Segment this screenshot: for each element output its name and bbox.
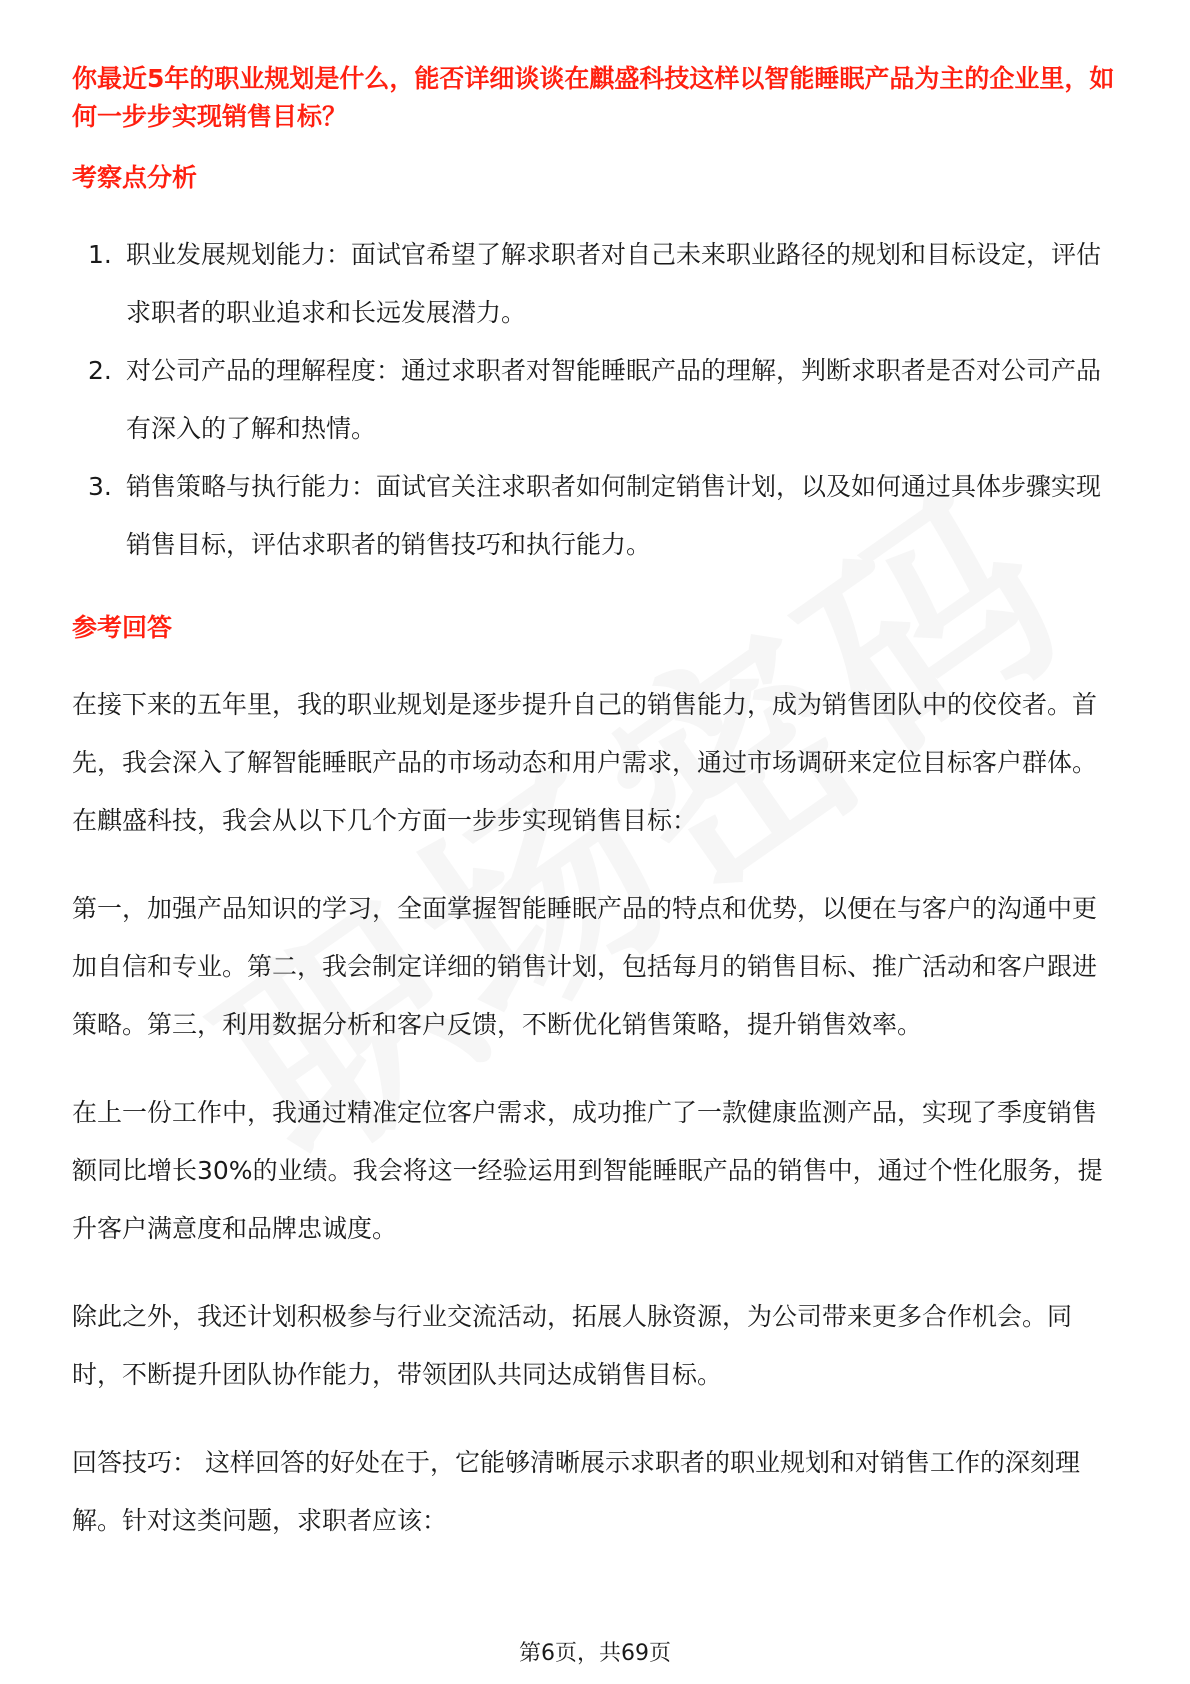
analysis-item: [72, 342, 1118, 458]
answer-paragraph: 除此之外，我还计划积极参与行业交流活动，拓展人脉资源，为公司带来更多合作机会。同时，不断提升团队协作能力，带领团队共同达成销售目标。: [72, 1302, 1073, 1389]
analysis-list: [72, 226, 1118, 574]
analysis-item-text: 职业发展规划能力：面试官希望了解求职者对自己未来职业路径的规划和目标设定，评估求职者的职业追求和长远发展潜力。: [126, 240, 1102, 327]
answer-paragraph: 在上一份工作中，我通过精准定位客户需求，成功推广了一款健康监测产品，实现了季度销售额同比增长30%的业绩。我会将这一经验运用到智能睡眠产品的销售中，通过个性化服务，提升客户满意度和品牌忠诚度。: [72, 1098, 1103, 1243]
analysis-item-text: 对公司产品的理解程度：通过求职者对智能睡眠产品的理解，判断求职者是否对公司产品有深入的了解和热情。: [126, 356, 1102, 443]
document-page: [72, 60, 1118, 1580]
analysis-item-number: 2.: [88, 356, 112, 385]
analysis-item-number: 3.: [88, 472, 112, 501]
answer-tips-paragraph: 回答技巧： 这样回答的好处在于，它能够清晰展示求职者的职业规划和对销售工作的深刻理解。针对这类问题，求职者应该：: [72, 1448, 1080, 1535]
analysis-item: [72, 458, 1118, 574]
answer-paragraph: 在接下来的五年里，我的职业规划是逐步提升自己的销售能力，成为销售团队中的佼佼者。首先，我会深入了解智能睡眠产品的市场动态和用户需求，通过市场调研来定位目标客户群体。在麒盛科技，我会从以下几个方面一步步实现销售目标：: [72, 690, 1098, 835]
analysis-item-number: 1.: [88, 240, 112, 269]
analysis-heading: 考察点分析: [72, 163, 198, 192]
analysis-item-text: 销售策略与执行能力：面试官关注求职者如何制定销售计划，以及如何通过具体步骤实现销售目标，评估求职者的销售技巧和执行能力。: [126, 472, 1102, 559]
question-title: 你最近5年的职业规划是什么，能否详细谈谈在麒盛科技这样以智能睡眠产品为主的企业里，如何一步步实现销售目标？: [72, 64, 1115, 131]
answer-paragraph: 第一，加强产品知识的学习，全面掌握智能睡眠产品的特点和优势，以便在与客户的沟通中更加自信和专业。第二，我会制定详细的销售计划，包括每月的销售目标、推广活动和客户跟进策略。第三，利用数据分析和客户反馈，不断优化销售策略，提升销售效率。: [72, 894, 1098, 1039]
analysis-item: [72, 226, 1118, 342]
answer-heading: 参考回答: [72, 613, 173, 642]
page-footer: 第6页，共69页: [519, 1641, 671, 1666]
